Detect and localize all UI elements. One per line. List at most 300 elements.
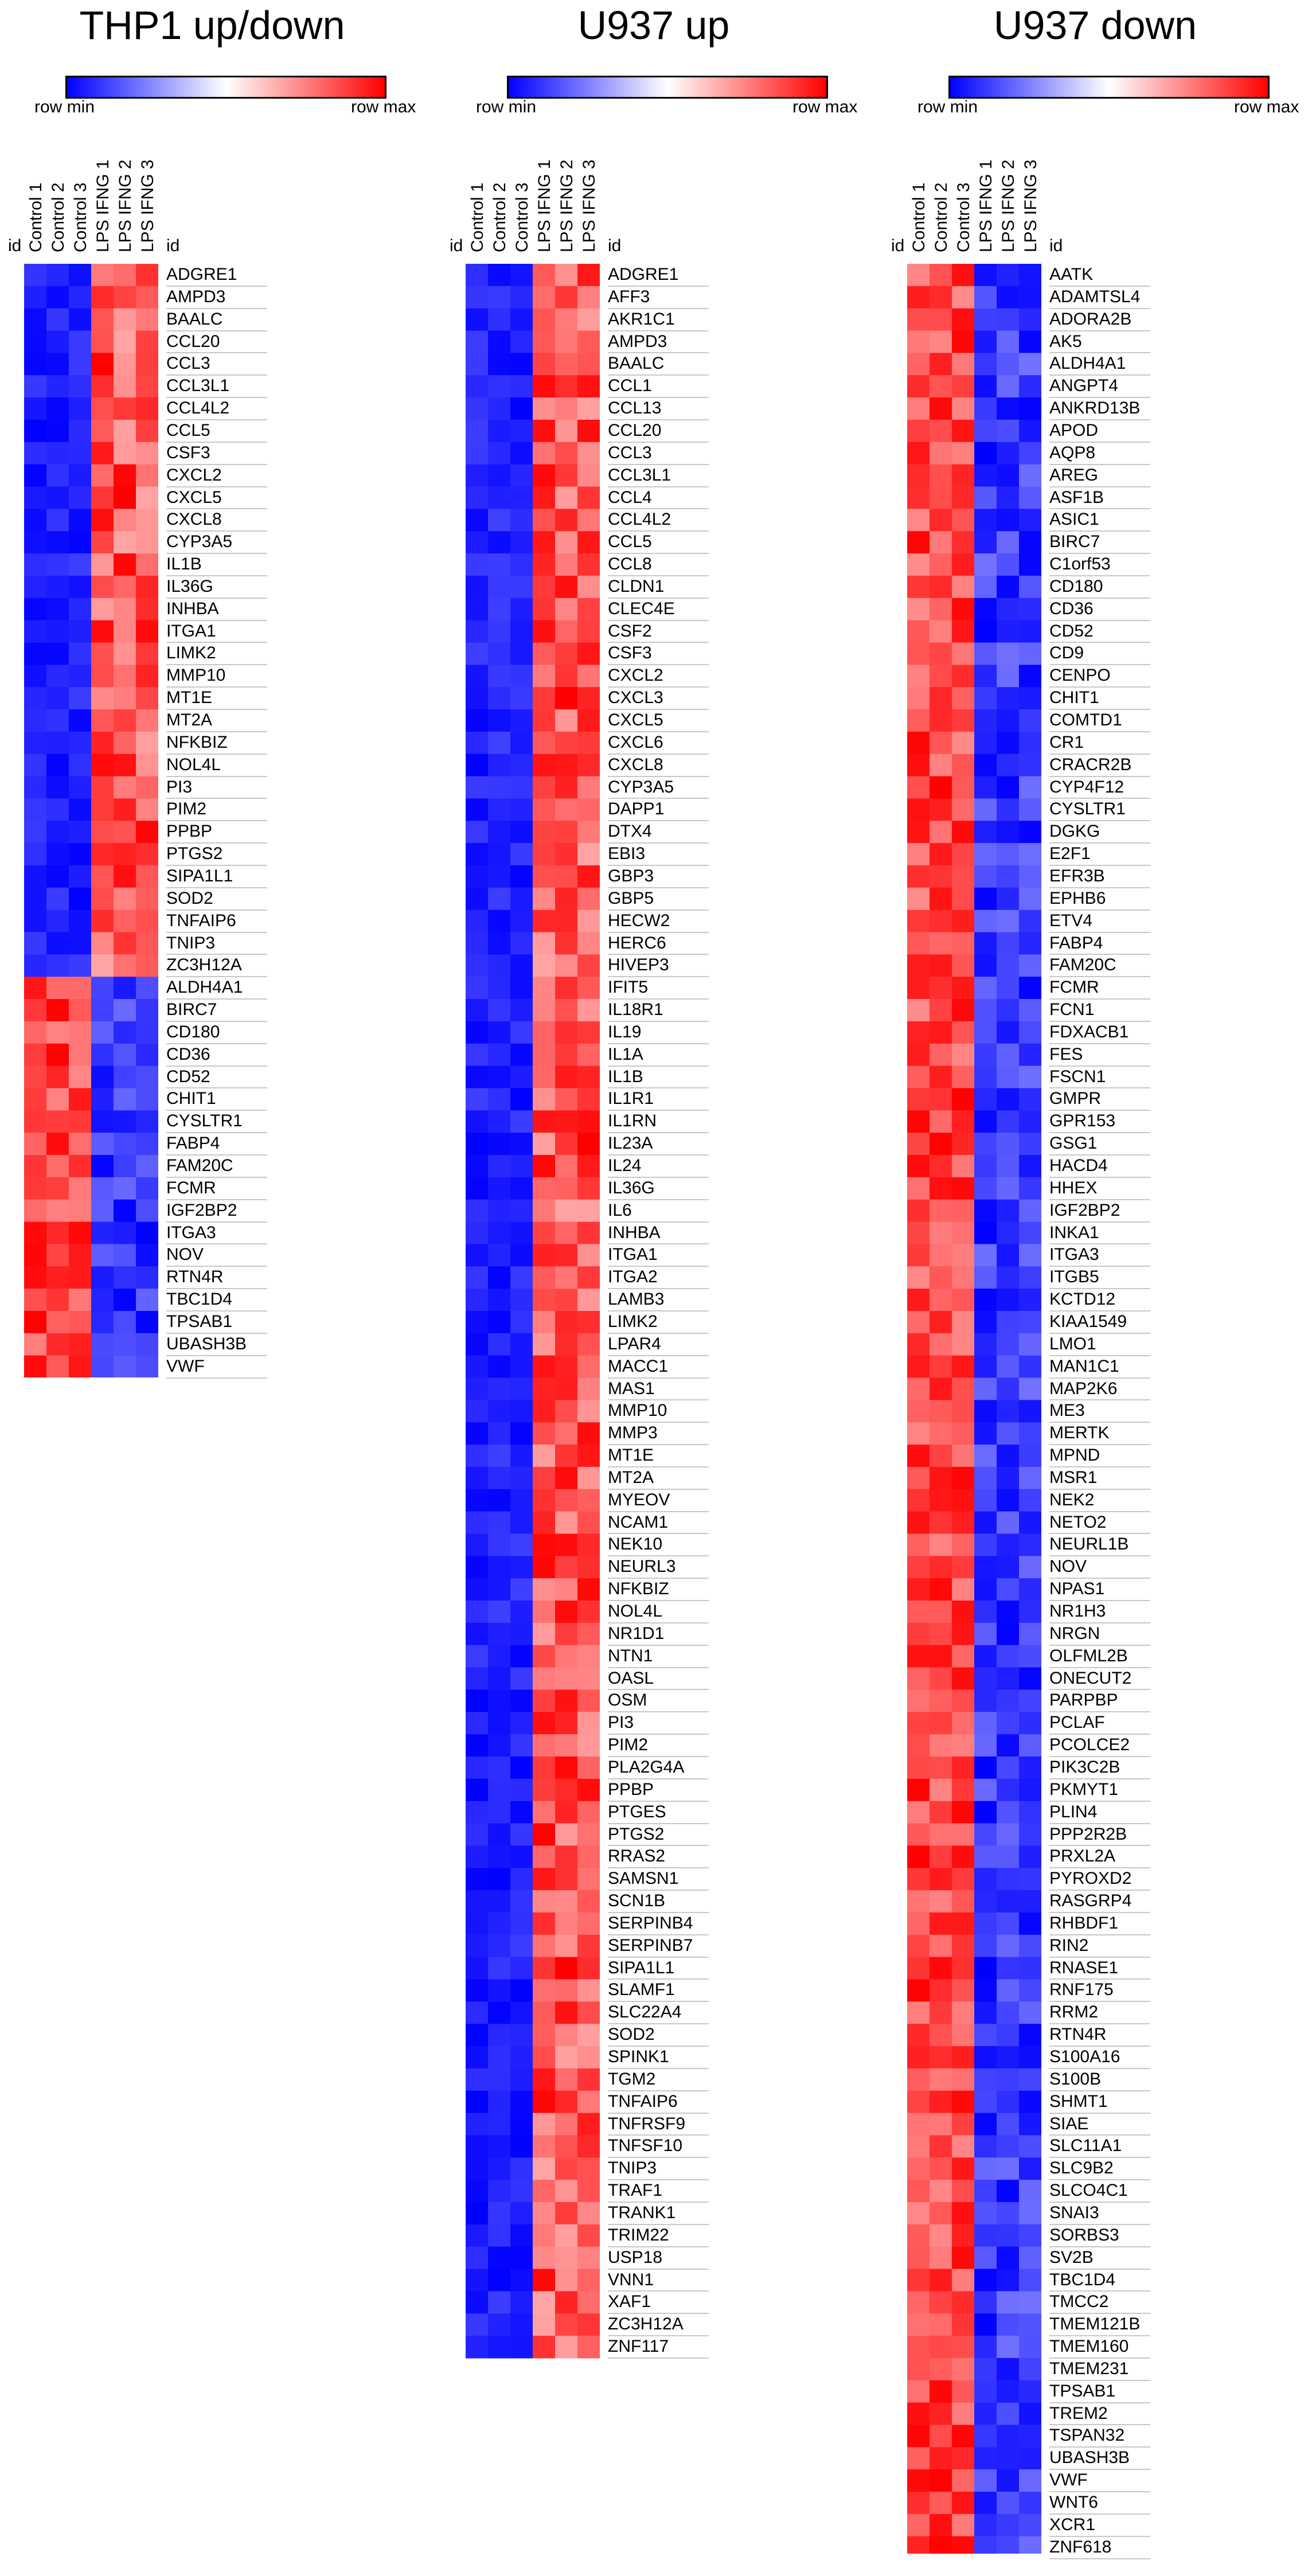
heatmap-cell — [1019, 1979, 1041, 2001]
heatmap-cell — [555, 487, 577, 509]
heatmap-cell — [974, 487, 997, 509]
heatmap-cell — [555, 932, 577, 955]
heatmap-cell — [69, 264, 91, 286]
heatmap-cell — [46, 375, 69, 397]
heatmap-cell — [930, 977, 952, 999]
heatmap-cell — [136, 331, 158, 353]
heatmap-cell — [466, 1021, 488, 1044]
heatmap-cell — [930, 954, 952, 977]
row-separator — [608, 2068, 709, 2069]
row-separator — [608, 464, 709, 465]
heatmap-cell — [466, 2046, 488, 2068]
heatmap-cell — [930, 1066, 952, 1088]
heatmap-cell — [974, 2202, 997, 2224]
heatmap-cell — [488, 620, 510, 643]
row-label: MMP10 — [166, 666, 226, 685]
heatmap-cell — [533, 1244, 555, 1266]
row-label: APOD — [1049, 420, 1099, 440]
row-label: PIM2 — [166, 799, 207, 819]
row-separator — [1049, 374, 1150, 376]
row-separator — [1049, 508, 1150, 509]
heatmap-cell — [488, 286, 510, 309]
heatmap-cell — [577, 1177, 600, 1200]
heatmap-cell — [555, 642, 577, 665]
row-separator — [608, 2179, 709, 2180]
heatmap-cell — [952, 1244, 974, 1266]
heatmap-cell — [510, 1868, 533, 1890]
heatmap-cell — [488, 353, 510, 375]
heatmap-cell — [997, 2247, 1019, 2269]
heatmap-cell — [466, 264, 488, 286]
row-separator — [1049, 998, 1150, 1000]
row-label: GMPR — [1049, 1089, 1101, 1109]
row-separator — [1049, 2402, 1150, 2403]
heatmap-cell — [907, 1467, 930, 1489]
row-label: CXCL2 — [608, 666, 663, 685]
heatmap-cell — [114, 1311, 136, 1333]
heatmap-cell — [91, 576, 114, 598]
heatmap-cell — [488, 1155, 510, 1177]
heatmap-cell — [577, 687, 600, 709]
heatmap-cell — [69, 798, 91, 821]
heatmap-cell — [510, 1757, 533, 1779]
heatmap-cell — [114, 620, 136, 643]
row-label: AFF3 — [608, 287, 650, 306]
row-label: LIMK2 — [166, 643, 216, 663]
heatmap-cell — [533, 732, 555, 754]
heatmap-cell — [997, 1913, 1019, 1935]
heatmap-cell — [930, 1845, 952, 1868]
heatmap-cell — [46, 442, 69, 465]
row-separator — [166, 620, 267, 621]
heatmap-cell — [930, 2068, 952, 2091]
row-separator — [608, 1934, 709, 1935]
heatmap-cell — [997, 2514, 1019, 2536]
heatmap-cell — [466, 2068, 488, 2091]
heatmap-cell — [114, 1333, 136, 1356]
heatmap-cell — [577, 1088, 600, 1110]
heatmap-cell — [510, 286, 533, 309]
heatmap-cell — [1019, 1935, 1041, 1957]
heatmap-cell — [577, 1467, 600, 1489]
heatmap-cell — [533, 353, 555, 375]
heatmap-cell — [930, 487, 952, 509]
heatmap-cell — [1019, 776, 1041, 799]
row-label: E2F1 — [1049, 844, 1091, 864]
heatmap-cell — [577, 1512, 600, 1534]
row-label: LAMB3 — [608, 1290, 665, 1309]
heatmap-cell — [91, 1356, 114, 1377]
row-separator — [608, 1622, 709, 1623]
heatmap-cell — [555, 798, 577, 821]
heatmap-cell — [69, 1289, 91, 1311]
heatmap-cell — [555, 665, 577, 687]
row-label: ETV4 — [1049, 911, 1093, 930]
row-label: PTGES — [608, 1802, 666, 1821]
heatmap-cell — [907, 1088, 930, 1110]
heatmap-cell — [577, 2068, 600, 2091]
heatmap-cell — [466, 1155, 488, 1177]
heatmap-cell — [510, 2135, 533, 2157]
heatmap-cell — [907, 442, 930, 465]
heatmap-cell — [533, 1467, 555, 1489]
heatmap-cell — [907, 1890, 930, 1913]
row-separator — [166, 731, 267, 732]
row-label: ZC3H12A — [166, 955, 242, 975]
heatmap-cell — [952, 2224, 974, 2247]
heatmap-cell — [555, 1890, 577, 1913]
heatmap-cell — [24, 910, 46, 932]
heatmap-cell — [24, 865, 46, 888]
heatmap-cell — [466, 465, 488, 487]
heatmap-cell — [555, 375, 577, 397]
heatmap-cell — [930, 1110, 952, 1133]
heatmap-cell — [952, 286, 974, 309]
heatmap-cell — [952, 2291, 974, 2313]
heatmap-cell — [466, 1222, 488, 1244]
heatmap-cell — [114, 1177, 136, 1200]
heatmap-cell — [907, 397, 930, 420]
row-separator — [1049, 1310, 1150, 1312]
heatmap-cell — [533, 843, 555, 865]
row-separator — [1049, 2202, 1150, 2203]
heatmap-cell — [907, 2091, 930, 2113]
heatmap-cell — [907, 465, 930, 487]
row-separator — [166, 553, 267, 554]
heatmap-cell — [488, 2091, 510, 2113]
heatmap-cell — [1019, 576, 1041, 598]
heatmap-cell — [997, 2113, 1019, 2136]
heatmap-cell — [555, 732, 577, 754]
heatmap-cell — [136, 732, 158, 754]
heatmap-cell — [930, 553, 952, 576]
row-label: TRANK1 — [608, 2203, 676, 2222]
row-separator — [608, 1199, 709, 1200]
row-label: USP18 — [608, 2247, 663, 2267]
row-separator — [1049, 1622, 1150, 1623]
heatmap-cell — [533, 1222, 555, 1244]
heatmap-cell — [91, 1021, 114, 1044]
heatmap-cell — [533, 1556, 555, 1578]
heatmap-cell — [555, 1356, 577, 1378]
heatmap-cell — [466, 1712, 488, 1734]
heatmap-cell — [114, 1044, 136, 1066]
heatmap-cell — [510, 2157, 533, 2180]
row-separator — [1049, 2424, 1150, 2425]
heatmap-cell — [997, 1868, 1019, 1890]
heatmap-cell — [69, 1222, 91, 1244]
heatmap-cell — [907, 1400, 930, 1422]
heatmap-cell — [997, 2469, 1019, 2492]
column-header: Control 3 — [71, 182, 90, 252]
heatmap-cell — [488, 553, 510, 576]
heatmap-cell — [907, 1044, 930, 1066]
heatmap-cell — [577, 1333, 600, 1356]
heatmap-cell — [114, 977, 136, 999]
heatmap-cell — [555, 1689, 577, 1712]
heatmap-cell — [466, 1824, 488, 1846]
heatmap-cell — [1019, 1266, 1041, 1289]
heatmap-cell — [1019, 2380, 1041, 2403]
heatmap-cell — [466, 1489, 488, 1512]
heatmap-cell — [24, 576, 46, 598]
heatmap-cell — [930, 598, 952, 620]
heatmap-cell — [488, 2247, 510, 2269]
heatmap-cell — [907, 509, 930, 531]
heatmap-cell — [907, 1935, 930, 1957]
heatmap-cell — [1019, 397, 1041, 420]
heatmap-cell — [997, 420, 1019, 442]
heatmap-cell — [997, 264, 1019, 286]
heatmap-cell — [907, 2046, 930, 2068]
heatmap-cell — [1019, 2157, 1041, 2180]
row-label: CXCL3 — [608, 688, 663, 708]
heatmap-cell — [930, 776, 952, 799]
heatmap-cell — [69, 1021, 91, 1044]
heatmap-cell — [930, 1935, 952, 1957]
heatmap-cell — [555, 1378, 577, 1400]
row-separator — [1049, 1132, 1150, 1133]
row-label: ADGRE1 — [166, 265, 237, 284]
heatmap-cell — [1019, 1845, 1041, 1868]
heatmap-cell — [46, 954, 69, 977]
heatmap-cell — [136, 888, 158, 910]
heatmap-cell — [46, 821, 69, 843]
heatmap-cell — [907, 1489, 930, 1512]
heatmap-cell — [907, 2336, 930, 2358]
heatmap-cell — [555, 1757, 577, 1779]
row-label: CXCL5 — [608, 711, 663, 729]
heatmap-cell — [555, 843, 577, 865]
heatmap-cell — [69, 353, 91, 375]
row-separator — [608, 2001, 709, 2002]
row-separator — [1049, 2157, 1150, 2158]
heatmap-cell — [24, 821, 46, 843]
heatmap-cell — [907, 1311, 930, 1333]
row-label: FCN1 — [1049, 1000, 1095, 1020]
heatmap-cell — [907, 2269, 930, 2292]
row-label: RNASE1 — [1049, 1958, 1119, 1977]
heatmap-cell — [952, 1578, 974, 1601]
row-separator — [166, 464, 267, 465]
heatmap-cell — [930, 2091, 952, 2113]
heatmap-cell — [952, 2024, 974, 2046]
row-label: AQP8 — [1049, 443, 1096, 462]
row-separator — [1049, 1154, 1150, 1156]
heatmap-cell — [577, 353, 600, 375]
heatmap-cell — [533, 420, 555, 442]
heatmap-cell — [577, 2247, 600, 2269]
heatmap-cell — [91, 353, 114, 375]
heatmap-cell — [974, 1845, 997, 1868]
heatmap-cell — [930, 665, 952, 687]
heatmap-cell — [510, 2313, 533, 2336]
heatmap-cell — [136, 353, 158, 375]
heatmap-cell — [555, 1779, 577, 1801]
heatmap-cell — [533, 286, 555, 309]
heatmap-cell — [69, 910, 91, 932]
heatmap-cell — [907, 798, 930, 821]
heatmap-cell — [69, 1066, 91, 1088]
heatmap-cell — [466, 2001, 488, 2024]
heatmap-cell — [91, 1177, 114, 1200]
heatmap-cell — [488, 2046, 510, 2068]
heatmap-cell — [533, 1021, 555, 1044]
row-separator — [608, 1978, 709, 1980]
row-label: SLC9B2 — [1049, 2159, 1114, 2178]
row-label: CHIT1 — [1049, 688, 1099, 708]
heatmap-cell — [997, 1133, 1019, 1155]
row-label: PLA2G4A — [608, 1757, 685, 1777]
heatmap-cell — [466, 1801, 488, 1824]
row-separator — [1049, 1734, 1150, 1735]
heatmap-cell — [46, 999, 69, 1021]
row-separator — [1049, 2290, 1150, 2292]
heatmap-cell — [1019, 1824, 1041, 1846]
heatmap-cell — [930, 1044, 952, 1066]
heatmap-cell — [533, 1913, 555, 1935]
heatmap-cell — [997, 977, 1019, 999]
heatmap-cell — [136, 509, 158, 531]
heatmap-cell — [952, 1512, 974, 1534]
heatmap-cell — [952, 1378, 974, 1400]
row-separator — [608, 1087, 709, 1088]
heatmap-cell — [488, 910, 510, 932]
heatmap-cell — [974, 1333, 997, 1356]
heatmap-cell — [488, 798, 510, 821]
row-label: RRAS2 — [608, 1847, 666, 1866]
heatmap-cell — [1019, 888, 1041, 910]
row-label: ADAMTSL4 — [1049, 287, 1141, 306]
heatmap-cell — [907, 754, 930, 776]
heatmap-cell — [997, 1601, 1019, 1623]
row-label: BAALC — [166, 309, 223, 329]
heatmap-cell — [907, 665, 930, 687]
legend-max-label: row max — [792, 97, 858, 116]
row-separator — [166, 865, 267, 866]
heatmap-cell — [997, 798, 1019, 821]
heatmap-cell — [577, 1645, 600, 1668]
heatmap-cell — [24, 465, 46, 487]
heatmap-cell — [930, 1222, 952, 1244]
row-separator — [1049, 842, 1150, 844]
heatmap-cell — [907, 1578, 930, 1601]
heatmap-cell — [930, 1133, 952, 1155]
heatmap-cell — [488, 1044, 510, 1066]
heatmap-cell — [974, 1222, 997, 1244]
heatmap-cell — [114, 442, 136, 465]
row-separator — [608, 1333, 709, 1334]
row-label: IL24 — [608, 1156, 642, 1175]
heatmap-cell — [1019, 2536, 1041, 2554]
heatmap-cell — [930, 331, 952, 353]
heatmap-cell — [510, 1155, 533, 1177]
heatmap-cell — [466, 1845, 488, 1868]
heatmap-cell — [930, 1913, 952, 1935]
heatmap-cell — [114, 487, 136, 509]
heatmap-cell — [930, 286, 952, 309]
row-label: CLDN1 — [608, 576, 665, 596]
heatmap-cell — [907, 2492, 930, 2514]
heatmap-cell — [24, 754, 46, 776]
row-label: PLIN4 — [1049, 1802, 1098, 1821]
heatmap-cell — [488, 1110, 510, 1133]
heatmap-cell — [577, 2269, 600, 2292]
heatmap-cell — [555, 1066, 577, 1088]
heatmap-cell — [907, 709, 930, 732]
heatmap-cell — [69, 465, 91, 487]
heatmap-cell — [466, 798, 488, 821]
row-separator — [608, 1667, 709, 1668]
heatmap-cell — [930, 1689, 952, 1712]
row-label: PCLAF — [1049, 1713, 1105, 1732]
row-separator — [166, 1132, 267, 1133]
heatmap-cell — [577, 1979, 600, 2001]
heatmap-cell — [466, 420, 488, 442]
heatmap-cell — [46, 531, 69, 553]
row-label: HERC6 — [608, 933, 666, 953]
heatmap-cell — [974, 977, 997, 999]
heatmap-cell — [91, 420, 114, 442]
row-label: CYSLTR1 — [1049, 799, 1126, 819]
heatmap-cell — [466, 286, 488, 309]
heatmap-cell — [555, 1824, 577, 1846]
heatmap-cell — [577, 375, 600, 397]
heatmap-cell — [974, 843, 997, 865]
row-label: FDXACB1 — [1049, 1022, 1129, 1041]
heatmap-cell — [69, 1244, 91, 1266]
row-separator — [1049, 798, 1150, 799]
row-separator — [166, 842, 267, 844]
heatmap-cell — [997, 1400, 1019, 1422]
color-legend-bar — [948, 76, 1270, 99]
row-separator — [166, 1087, 267, 1088]
heatmap-cell — [907, 1021, 930, 1044]
heatmap-cell — [1019, 2068, 1041, 2091]
row-label: ADORA2B — [1049, 309, 1132, 329]
row-label: DTX4 — [608, 822, 652, 841]
heatmap-cell — [974, 1623, 997, 1645]
heatmap-cell — [974, 1200, 997, 1222]
row-separator — [1049, 1801, 1150, 1802]
heatmap-cell — [930, 709, 952, 732]
heatmap-cell — [997, 1289, 1019, 1311]
heatmap-cell — [24, 531, 46, 553]
heatmap-cell — [114, 1021, 136, 1044]
heatmap-cell — [1019, 732, 1041, 754]
heatmap-cell — [136, 375, 158, 397]
heatmap-cell — [1019, 1356, 1041, 1378]
heatmap-cell — [46, 1222, 69, 1244]
heatmap-cell — [488, 1935, 510, 1957]
heatmap-cell — [997, 353, 1019, 375]
heatmap-cell — [1019, 2514, 1041, 2536]
heatmap-cell — [466, 576, 488, 598]
row-separator — [608, 575, 709, 576]
heatmap-cell — [555, 1845, 577, 1868]
heatmap-cell — [952, 1110, 974, 1133]
heatmap-cell — [136, 1110, 158, 1133]
heatmap-cell — [46, 776, 69, 799]
heatmap-cell — [1019, 2269, 1041, 2292]
heatmap-cell — [907, 2068, 930, 2091]
heatmap-cell — [510, 1824, 533, 1846]
row-separator — [608, 887, 709, 888]
heatmap-cell — [1019, 1066, 1041, 1088]
heatmap-cell — [69, 1200, 91, 1222]
heatmap-cell — [952, 1845, 974, 1868]
row-label: CXCL8 — [608, 755, 663, 774]
